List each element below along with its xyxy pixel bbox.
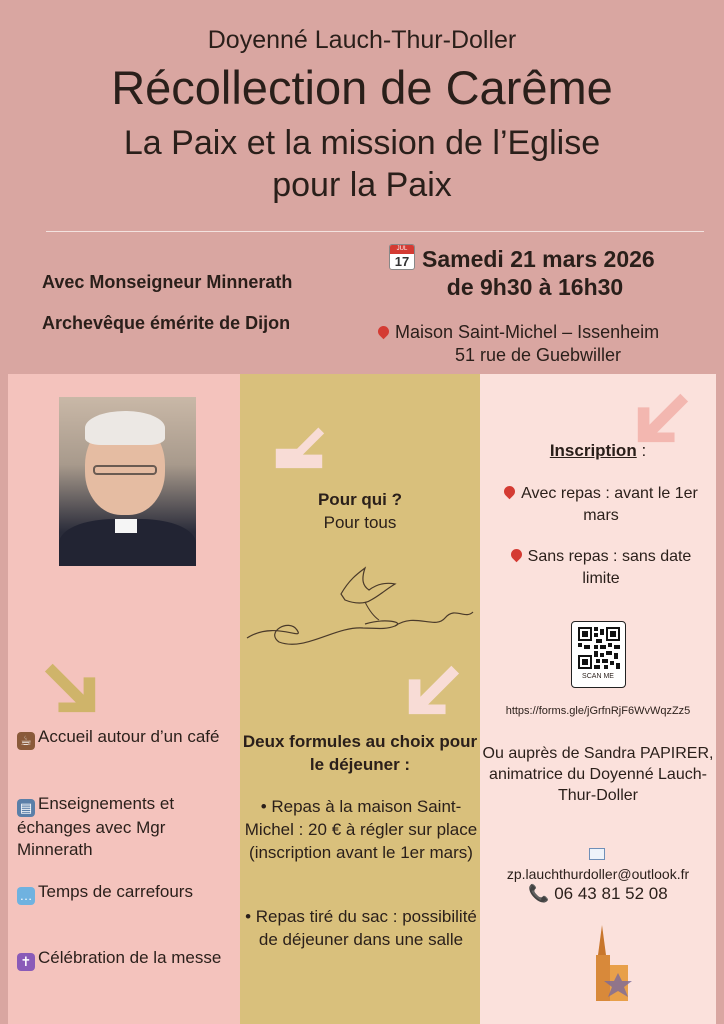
arrow-down-left-icon: [632, 388, 690, 446]
lunch-heading: Deux formules au choix pour le déjeuner :: [242, 732, 478, 774]
calendar-month: JUL: [390, 245, 414, 254]
pin-icon: [508, 547, 524, 563]
registration-heading: Inscription :: [549, 441, 647, 460]
program-item-3: … Temps de carrefours: [17, 881, 227, 905]
arrow-down-left-icon: [403, 660, 461, 718]
pin-icon: [502, 484, 518, 500]
qr-code-image: [578, 627, 620, 669]
audience-question: Pour qui ?: [317, 490, 403, 509]
arrow-down-right-icon: [43, 658, 101, 716]
program-item-4: ✝ Célébration de la messe: [17, 947, 227, 971]
calendar-day: 17: [394, 254, 410, 269]
subtitle-line-1: La Paix et la mission de l’Eglise: [123, 124, 601, 162]
cross-icon: ✝: [17, 953, 35, 971]
lunch-option-1: • Repas à la maison Saint-Michel : 20 € à régler sur place (inscription avant le 1er mars): [244, 797, 478, 862]
speaker-photo: [59, 397, 196, 566]
event-date: Samedi 21 mars 2026: [422, 246, 655, 272]
contact-info: Ou auprès de Sandra PAPIRER, animatrice du Doyenné Lauch-Thur-Doller: [482, 745, 714, 804]
phone-icon: 📞: [528, 884, 555, 903]
envelope-icon: [589, 848, 605, 860]
book-icon: ▤: [17, 799, 35, 817]
page-title: Récollection de Carême: [111, 61, 613, 114]
program-item-2: ▤ Enseignements et échanges avec Mgr Minnerath: [17, 794, 175, 859]
program-item-1: ☕ Accueil autour d’un café: [17, 726, 227, 750]
church-logo-icon: [588, 925, 636, 1005]
registration-with-meal: Avec repas : avant le 1er mars: [490, 483, 712, 527]
dove-hand-illustration: [245, 560, 475, 650]
subtitle-line-2: pour la Paix: [272, 166, 452, 204]
event-place: [378, 322, 659, 343]
speaker-name: Avec Monseigneur Minnerath: [42, 272, 293, 292]
contact-phone[interactable]: 📞 06 43 81 52 08: [528, 884, 668, 903]
qr-scan-label: SCAN ME: [582, 673, 614, 680]
event-place-text: Maison Saint-Michel – Issenheim: [395, 322, 660, 342]
coffee-icon: ☕: [17, 732, 35, 750]
divider: [46, 231, 704, 232]
event-time: de 9h30 à 16h30: [446, 274, 624, 300]
registration-without-meal: Sans repas : sans date limite: [490, 546, 712, 590]
subtitle: [0, 122, 724, 206]
contact-email[interactable]: zp.lauchthurdoller@outlook.fr: [506, 866, 690, 882]
event-address: 51 rue de Guebwiller: [454, 345, 622, 365]
calendar-icon: [389, 244, 415, 270]
organizer: Doyenné Lauch-Thur-Doller: [207, 26, 517, 54]
registration-link[interactable]: https://forms.gle/jGrfnRjF6WvWqzZz5: [505, 705, 691, 717]
audience-answer: Pour tous: [323, 513, 397, 532]
qr-code[interactable]: [571, 621, 626, 688]
speaker-role: Archevêque émérite de Dijon: [42, 313, 291, 333]
speech-bubble-icon: …: [17, 887, 35, 905]
lunch-option-2: • Repas tiré du sac : possibilité de déjeuner dans une salle: [245, 907, 477, 949]
pin-icon: [376, 323, 392, 339]
arrow-down-right-icon: [270, 414, 328, 472]
